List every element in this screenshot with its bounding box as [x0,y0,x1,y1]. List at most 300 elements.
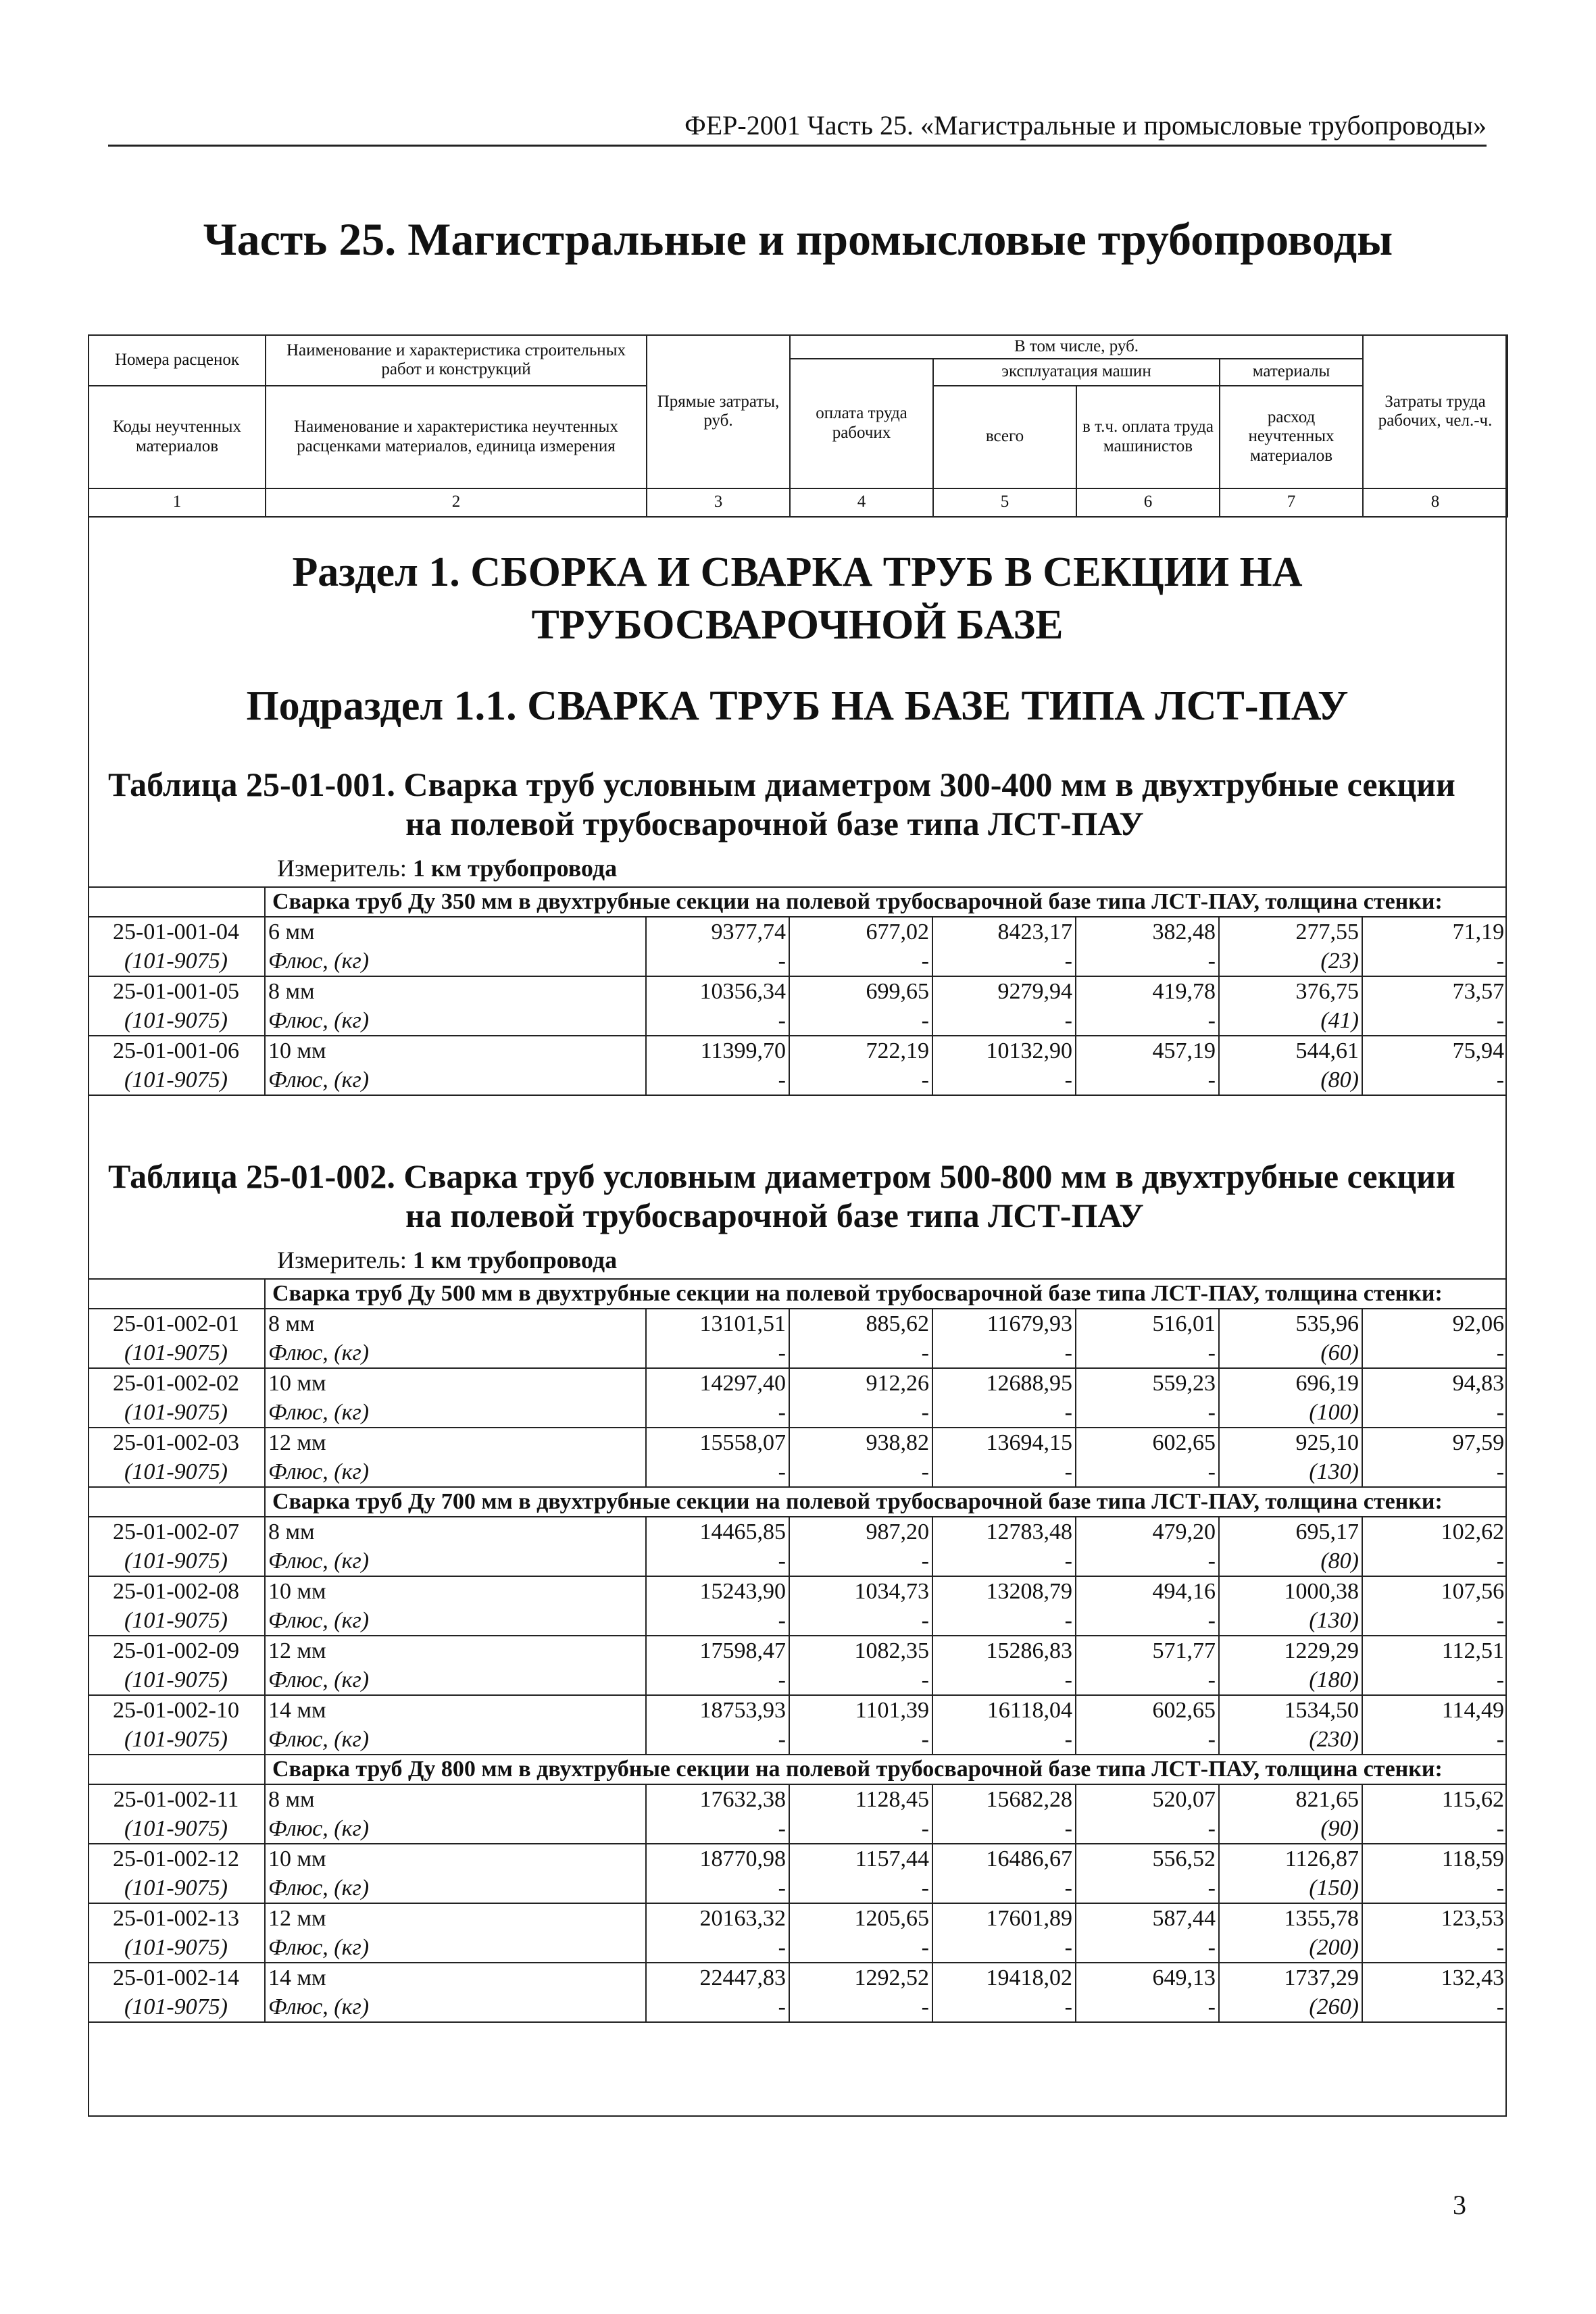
section-title: Раздел 1. СБОРКА И СВАРКА ТРУБ В СЕКЦИИ НА ТРУБОСВАРОЧНОЙ БАЗЕ [292,549,1303,648]
table-row [88,1036,1507,1065]
material-name: Флюс, (кг) [265,1065,646,1095]
material-code: (101-9075) [88,1065,265,1095]
table-row [88,1428,1507,1457]
rate-code: 25-01-001-05 [88,976,265,1006]
column-header-table [88,334,1508,518]
material-code: (101-9075) [88,1006,265,1036]
material-code: (101-9075) [88,1873,265,1903]
work-name: 8 мм [265,1784,646,1814]
dash-cell: - [1076,1398,1219,1428]
group-title: Сварка труб Ду 350 мм в двухтрубные секции на полевой трубосварочной базе типа ЛСТ-ПАУ, толщина стенки: [265,887,1507,917]
material-code: (101-9075) [88,1457,265,1487]
machinist-wages: 494,16 [1076,1576,1219,1606]
dash-cell: - [1362,1065,1507,1095]
material-code: (101-9075) [88,1665,265,1695]
machine-total: 13208,79 [932,1576,1076,1606]
rate-code: 25-01-002-12 [88,1844,265,1873]
material-row [88,1725,1507,1755]
dash-cell: - [1076,1338,1219,1368]
measure-label: Измеритель: [277,855,413,882]
header-col8: Затраты труда рабочих, чел.-ч. [1363,335,1507,488]
work-name: 14 мм [265,1963,646,1992]
labor-hours: 73,57 [1362,976,1507,1006]
material-row [88,947,1507,976]
machine-total: 10132,90 [932,1036,1076,1065]
material-quantity: (23) [1219,947,1362,976]
material-quantity: (180) [1219,1665,1362,1695]
material-name: Флюс, (кг) [265,1546,646,1576]
dash-cell: - [1362,1546,1507,1576]
direct-costs: 14465,85 [646,1517,789,1546]
materials-cost: 1126,87 [1219,1844,1362,1873]
dash-cell: - [1362,1992,1507,2022]
direct-costs: 13101,51 [646,1309,789,1338]
material-code: (101-9075) [88,1606,265,1636]
labor-hours: 132,43 [1362,1963,1507,1992]
machinist-wages: 516,01 [1076,1309,1219,1338]
table-row [88,917,1507,947]
material-quantity: (130) [1219,1606,1362,1636]
material-code: (101-9075) [88,1546,265,1576]
header-col3: Прямые затраты, руб. [647,335,790,488]
worker-wages: 1101,39 [789,1695,932,1725]
table-row [88,1695,1507,1725]
material-name: Флюс, (кг) [265,1873,646,1903]
worker-wages: 1128,45 [789,1784,932,1814]
dash-cell: - [932,1725,1076,1755]
labor-hours: 94,83 [1362,1368,1507,1398]
dash-cell: - [789,1606,932,1636]
dash-cell: - [646,1992,789,2022]
direct-costs: 17598,47 [646,1636,789,1665]
materials-cost: 695,17 [1219,1517,1362,1546]
dash-cell: - [646,1457,789,1487]
materials-cost: 925,10 [1219,1428,1362,1457]
material-code: (101-9075) [88,1814,265,1844]
machinist-wages: 587,44 [1076,1903,1219,1933]
machinist-wages: 457,19 [1076,1036,1219,1065]
machinist-wages: 419,78 [1076,976,1219,1006]
col-number: 6 [1076,488,1220,517]
work-name: 8 мм [265,976,646,1006]
dash-cell: - [646,1398,789,1428]
dash-cell: - [646,1606,789,1636]
table-row [88,1576,1507,1606]
col-number: 5 [933,488,1076,517]
material-row [88,1065,1507,1095]
table1-title-line2: на полевой трубосварочной базе типа ЛСТ-ПАУ [405,805,1144,842]
material-name: Флюс, (кг) [265,1814,646,1844]
labor-hours: 115,62 [1362,1784,1507,1814]
labor-hours: 118,59 [1362,1844,1507,1873]
dash-cell: - [789,1546,932,1576]
material-quantity: (90) [1219,1814,1362,1844]
dash-cell: - [646,1873,789,1903]
dash-cell: - [1076,1992,1219,2022]
materials-cost: 696,19 [1219,1368,1362,1398]
dash-cell: - [1076,1006,1219,1036]
dash-cell: - [789,1665,932,1695]
material-quantity: (260) [1219,1992,1362,2022]
material-name: Флюс, (кг) [265,1606,646,1636]
table-row [88,1368,1507,1398]
dash-cell: - [1362,1873,1507,1903]
dash-cell: - [932,1546,1076,1576]
header-col2-bottom: Наименование и характеристика неучтенных расценками материалов, единица измерения [266,386,647,488]
measure-label: Измеритель: [277,1247,413,1274]
worker-wages: 699,65 [789,976,932,1006]
machine-total: 16486,67 [932,1844,1076,1873]
dash-cell: - [646,1006,789,1036]
col-number: 8 [1363,488,1507,517]
material-row [88,1606,1507,1636]
machinist-wages: 479,20 [1076,1517,1219,1546]
work-name: 12 мм [265,1428,646,1457]
worker-wages: 1157,44 [789,1844,932,1873]
machine-total: 15286,83 [932,1636,1076,1665]
material-name: Флюс, (кг) [265,947,646,976]
rate-code: 25-01-002-08 [88,1576,265,1606]
group-title: Сварка труб Ду 700 мм в двухтрубные секции на полевой трубосварочной базе типа ЛСТ-ПАУ, толщина стенки: [265,1487,1507,1517]
dash-cell: - [646,1665,789,1695]
work-name: 10 мм [265,1036,646,1065]
table-row [88,1636,1507,1665]
dash-cell: - [932,947,1076,976]
rate-code: 25-01-002-09 [88,1636,265,1665]
table2-title [88,1157,1507,1235]
machine-total: 13694,15 [932,1428,1076,1457]
dash-cell: - [932,1606,1076,1636]
page-number: 3 [1453,2190,1466,2220]
rate-code: 25-01-002-02 [88,1368,265,1398]
dash-cell: - [789,1398,932,1428]
header-col2-top: Наименование и характеристика строительных работ и конструкций [266,335,647,386]
work-name: 12 мм [265,1903,646,1933]
header-col4: оплата труда рабочих [790,359,933,488]
worker-wages: 885,62 [789,1309,932,1338]
group-row [88,887,1507,917]
machine-total: 19418,02 [932,1963,1076,1992]
subsection-title: Подраздел 1.1. СВАРКА ТРУБ НА БАЗЕ ТИПА ЛСТ-ПАУ [246,683,1349,729]
direct-costs: 10356,34 [646,976,789,1006]
materials-cost: 535,96 [1219,1309,1362,1338]
work-name: 12 мм [265,1636,646,1665]
measure-value: 1 км трубопровода [412,1247,618,1274]
header-col6: в т.ч. оплата труда машинистов [1076,386,1220,488]
direct-costs: 9377,74 [646,917,789,947]
direct-costs: 17632,38 [646,1784,789,1814]
material-row [88,1992,1507,2022]
rate-code: 25-01-002-07 [88,1517,265,1546]
machinist-wages: 649,13 [1076,1963,1219,1992]
worker-wages: 1205,65 [789,1903,932,1933]
dash-cell: - [1076,1873,1219,1903]
machinist-wages: 602,65 [1076,1428,1219,1457]
group-blank-cell [88,1279,265,1309]
dash-cell: - [1076,1725,1219,1755]
labor-hours: 92,06 [1362,1309,1507,1338]
group-row [88,1487,1507,1517]
dash-cell: - [932,1665,1076,1695]
dash-cell: - [646,1546,789,1576]
header-incl: В том числе, руб. [790,335,1363,359]
header-machines: эксплуатация машин [933,359,1220,386]
material-name: Флюс, (кг) [265,1338,646,1368]
machine-total: 12688,95 [932,1368,1076,1398]
labor-hours: 112,51 [1362,1636,1507,1665]
work-name: 8 мм [265,1517,646,1546]
dash-cell: - [1076,1933,1219,1963]
dash-cell: - [1362,1006,1507,1036]
rate-code: 25-01-002-10 [88,1695,265,1725]
direct-costs: 15558,07 [646,1428,789,1457]
header-col5: всего [933,386,1076,488]
materials-cost: 277,55 [1219,917,1362,947]
header-col1-bottom: Коды неучтенных материалов [89,386,266,488]
material-quantity: (130) [1219,1457,1362,1487]
machine-total: 16118,04 [932,1695,1076,1725]
material-name: Флюс, (кг) [265,1665,646,1695]
rate-code: 25-01-002-11 [88,1784,265,1814]
table2-measure [277,1246,617,1274]
materials-cost: 1000,38 [1219,1576,1362,1606]
dash-cell: - [1362,1457,1507,1487]
table1-title-line1: Таблица 25-01-001. Сварка труб условным диаметром 300-400 мм в двухтрубные секции [108,765,1455,803]
materials-cost: 544,61 [1219,1036,1362,1065]
materials-cost: 1737,29 [1219,1963,1362,1992]
table-row [88,1963,1507,1992]
machine-total: 15682,28 [932,1784,1076,1814]
work-name: 6 мм [265,917,646,947]
dash-cell: - [646,947,789,976]
dash-cell: - [789,1725,932,1755]
materials-cost: 1229,29 [1219,1636,1362,1665]
material-row [88,1457,1507,1487]
machine-total: 12783,48 [932,1517,1076,1546]
table1-measure [277,854,617,882]
machinist-wages: 520,07 [1076,1784,1219,1814]
header-col1-top: Номера расценок [89,335,266,386]
dash-cell: - [1076,1606,1219,1636]
group-blank-cell [88,1755,265,1784]
dash-cell: - [1362,1933,1507,1963]
material-code: (101-9075) [88,1338,265,1368]
table1-data [88,886,1507,1096]
part-title: Часть 25. Магистральные и промысловые трубопроводы [203,213,1393,265]
dash-cell: - [789,1338,932,1368]
labor-hours: 102,62 [1362,1517,1507,1546]
worker-wages: 912,26 [789,1368,932,1398]
dash-cell: - [1362,1398,1507,1428]
table-row [88,1844,1507,1873]
dash-cell: - [932,1338,1076,1368]
dash-cell: - [1076,1546,1219,1576]
worker-wages: 987,20 [789,1517,932,1546]
table-row [88,1309,1507,1338]
dash-cell: - [789,1814,932,1844]
dash-cell: - [1076,1814,1219,1844]
worker-wages: 677,02 [789,917,932,947]
material-name: Флюс, (кг) [265,1398,646,1428]
materials-cost: 821,65 [1219,1784,1362,1814]
material-row [88,1338,1507,1368]
measure-value: 1 км трубопровода [412,855,618,882]
dash-cell: - [1362,947,1507,976]
group-row [88,1755,1507,1784]
dash-cell: - [646,1338,789,1368]
rate-code: 25-01-002-03 [88,1428,265,1457]
machinist-wages: 571,77 [1076,1636,1219,1665]
group-blank-cell [88,1487,265,1517]
dash-cell: - [1076,1065,1219,1095]
machine-total: 11679,93 [932,1309,1076,1338]
running-header: ФЕР-2001 Часть 25. «Магистральные и промысловые трубопроводы» [684,110,1487,141]
worker-wages: 1292,52 [789,1963,932,1992]
header-rule [108,145,1487,147]
labor-hours: 123,53 [1362,1903,1507,1933]
header-col7: расход неучтенных материалов [1220,386,1363,488]
col-number: 3 [647,488,790,517]
table2-title-line1: Таблица 25-01-002. Сварка труб условным диаметром 500-800 мм в двухтрубные секции [108,1157,1455,1195]
labor-hours: 75,94 [1362,1036,1507,1065]
dash-cell: - [646,1933,789,1963]
direct-costs: 11399,70 [646,1036,789,1065]
dash-cell: - [1362,1814,1507,1844]
machine-total: 9279,94 [932,976,1076,1006]
material-quantity: (60) [1219,1338,1362,1368]
rate-code: 25-01-001-06 [88,1036,265,1065]
col-number: 7 [1220,488,1363,517]
materials-cost: 376,75 [1219,976,1362,1006]
machinist-wages: 382,48 [1076,917,1219,947]
machine-total: 17601,89 [932,1903,1076,1933]
work-name: 14 мм [265,1695,646,1725]
work-name: 10 мм [265,1844,646,1873]
material-name: Флюс, (кг) [265,1725,646,1755]
dash-cell: - [932,1873,1076,1903]
material-quantity: (150) [1219,1873,1362,1903]
materials-cost: 1534,50 [1219,1695,1362,1725]
work-name: 8 мм [265,1309,646,1338]
dash-cell: - [646,1065,789,1095]
material-row [88,1873,1507,1903]
group-title: Сварка труб Ду 800 мм в двухтрубные секции на полевой трубосварочной базе типа ЛСТ-ПАУ, толщина стенки: [265,1755,1507,1784]
direct-costs: 20163,32 [646,1903,789,1933]
dash-cell: - [646,1814,789,1844]
material-row [88,1546,1507,1576]
dash-cell: - [789,1457,932,1487]
material-name: Флюс, (кг) [265,1992,646,2022]
dash-cell: - [932,1398,1076,1428]
worker-wages: 1034,73 [789,1576,932,1606]
direct-costs: 14297,40 [646,1368,789,1398]
material-code: (101-9075) [88,947,265,976]
material-quantity: (80) [1219,1065,1362,1095]
table-row [88,1784,1507,1814]
labor-hours: 114,49 [1362,1695,1507,1725]
material-quantity: (100) [1219,1398,1362,1428]
dash-cell: - [1076,947,1219,976]
material-quantity: (230) [1219,1725,1362,1755]
material-row [88,1933,1507,1963]
labor-hours: 97,59 [1362,1428,1507,1457]
dash-cell: - [646,1725,789,1755]
col-number: 1 [89,488,266,517]
group-row [88,1279,1507,1309]
material-name: Флюс, (кг) [265,1006,646,1036]
header-materials: материалы [1220,359,1363,386]
material-row [88,1006,1507,1036]
dash-cell: - [932,1814,1076,1844]
direct-costs: 18753,93 [646,1695,789,1725]
dash-cell: - [789,1006,932,1036]
dash-cell: - [1076,1665,1219,1695]
machinist-wages: 556,52 [1076,1844,1219,1873]
dash-cell: - [1362,1338,1507,1368]
material-name: Флюс, (кг) [265,1457,646,1487]
dash-cell: - [932,1457,1076,1487]
labor-hours: 71,19 [1362,917,1507,947]
direct-costs: 15243,90 [646,1576,789,1606]
col-number: 4 [790,488,933,517]
dash-cell: - [789,1933,932,1963]
dash-cell: - [1362,1606,1507,1636]
dash-cell: - [789,1065,932,1095]
rate-code: 25-01-001-04 [88,917,265,947]
dash-cell: - [789,1873,932,1903]
direct-costs: 18770,98 [646,1844,789,1873]
machinist-wages: 559,23 [1076,1368,1219,1398]
material-code: (101-9075) [88,1992,265,2022]
dash-cell: - [789,947,932,976]
table2-data [88,1278,1507,2023]
machine-total: 8423,17 [932,917,1076,947]
group-title: Сварка труб Ду 500 мм в двухтрубные секции на полевой трубосварочной базе типа ЛСТ-ПАУ, толщина стенки: [265,1279,1507,1309]
dash-cell: - [1362,1725,1507,1755]
rate-code: 25-01-002-14 [88,1963,265,1992]
group-blank-cell [88,887,265,917]
table-row [88,976,1507,1006]
material-row [88,1814,1507,1844]
material-quantity: (41) [1219,1006,1362,1036]
table2-title-line2: на полевой трубосварочной базе типа ЛСТ-ПАУ [405,1197,1144,1234]
table-row [88,1903,1507,1933]
material-quantity: (80) [1219,1546,1362,1576]
dash-cell: - [932,1933,1076,1963]
worker-wages: 1082,35 [789,1636,932,1665]
rate-code: 25-01-002-01 [88,1309,265,1338]
dash-cell: - [932,1006,1076,1036]
direct-costs: 22447,83 [646,1963,789,1992]
material-code: (101-9075) [88,1398,265,1428]
worker-wages: 938,82 [789,1428,932,1457]
table-row [88,1517,1507,1546]
materials-cost: 1355,78 [1219,1903,1362,1933]
labor-hours: 107,56 [1362,1576,1507,1606]
col-number: 2 [266,488,647,517]
worker-wages: 722,19 [789,1036,932,1065]
dash-cell: - [932,1065,1076,1095]
work-name: 10 мм [265,1576,646,1606]
material-quantity: (200) [1219,1933,1362,1963]
dash-cell: - [932,1992,1076,2022]
material-code: (101-9075) [88,1725,265,1755]
material-row [88,1398,1507,1428]
machinist-wages: 602,65 [1076,1695,1219,1725]
material-name: Флюс, (кг) [265,1933,646,1963]
rate-code: 25-01-002-13 [88,1903,265,1933]
material-row [88,1665,1507,1695]
